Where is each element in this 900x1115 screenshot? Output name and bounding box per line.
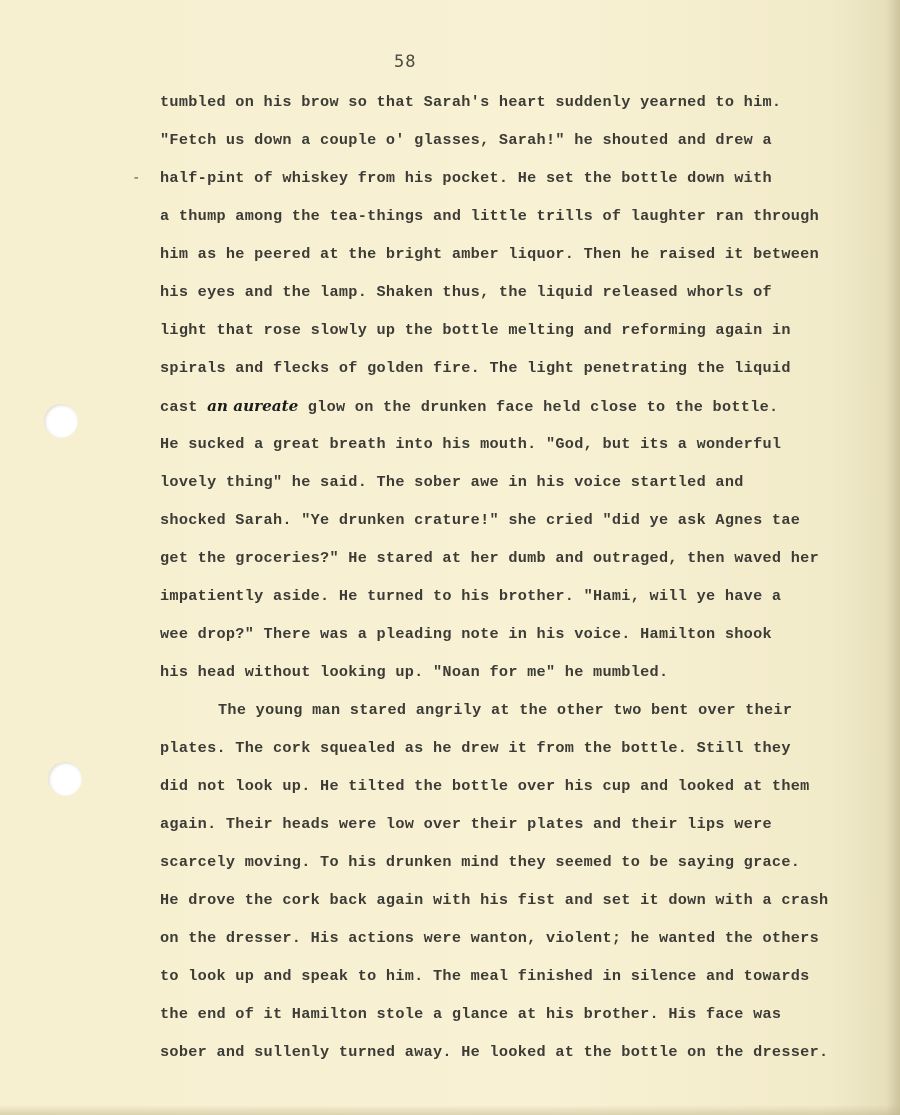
page-bottom-shadow bbox=[0, 1105, 900, 1115]
text-line: him as he peered at the bright amber liquor. Then he raised it between bbox=[160, 245, 819, 263]
text-line: He drove the cork back again with his fist and set it down with a crash bbox=[160, 891, 829, 909]
text-line: lovely thing" he said. The sober awe in his voice startled and bbox=[160, 473, 744, 491]
text-line: half-pint of whiskey from his pocket. He set the bottle down with bbox=[160, 169, 772, 187]
text-line: sober and sullenly turned away. He looked at the bottle on the dresser. bbox=[160, 1043, 829, 1061]
handwritten-insertion: an aureate bbox=[207, 397, 299, 415]
text-segment: cast bbox=[160, 398, 208, 416]
text-segment: glow on the drunken face held close to the bottle. bbox=[298, 398, 779, 416]
text-line: a thump among the tea-things and little trills of laughter ran through bbox=[160, 207, 819, 225]
text-line: spirals and flecks of golden fire. The light penetrating the liquid bbox=[160, 359, 791, 377]
text-line: He sucked a great breath into his mouth. "God, but its a wonderful bbox=[160, 435, 782, 453]
page-edge-shadow bbox=[886, 0, 900, 1115]
text-line: to look up and speak to him. The meal finished in silence and towards bbox=[160, 967, 810, 985]
text-line: on the dresser. His actions were wanton, violent; he wanted the others bbox=[160, 929, 819, 947]
text-line-indented: The young man stared angrily at the other two bent over their bbox=[218, 701, 793, 719]
text-line: again. Their heads were low over their plates and their lips were bbox=[160, 815, 772, 833]
text-line: tumbled on his brow so that Sarah's heart suddenly yearned to him. bbox=[160, 93, 782, 111]
text-line: his head without looking up. "Noan for me" he mumbled. bbox=[160, 663, 669, 681]
text-line: scarcely moving. To his drunken mind they seemed to be saying grace. bbox=[160, 853, 801, 871]
text-line: shocked Sarah. "Ye drunken crature!" she cried "did ye ask Agnes tae bbox=[160, 511, 801, 529]
text-line: light that rose slowly up the bottle melting and reforming again in bbox=[160, 321, 791, 339]
page-number: 58 bbox=[394, 52, 417, 72]
body-text bbox=[160, 88, 850, 1076]
text-line: his eyes and the lamp. Shaken thus, the liquid released whorls of bbox=[160, 283, 772, 301]
text-line-with-handwriting bbox=[160, 392, 850, 430]
text-line: get the groceries?" He stared at her dumb and outraged, then waved her bbox=[160, 549, 819, 567]
text-line: impatiently aside. He turned to his brother. "Hami, will ye have a bbox=[160, 587, 782, 605]
text-line: the end of it Hamilton stole a glance at his brother. His face was bbox=[160, 1005, 782, 1023]
text-line: plates. The cork squealed as he drew it from the bottle. Still they bbox=[160, 739, 791, 757]
text-line: wee drop?" There was a pleading note in his voice. Hamilton shook bbox=[160, 625, 772, 643]
punch-hole bbox=[48, 762, 82, 796]
margin-dash: - bbox=[132, 170, 141, 186]
punch-hole bbox=[44, 404, 78, 438]
text-line: did not look up. He tilted the bottle over his cup and looked at them bbox=[160, 777, 810, 795]
text-line: "Fetch us down a couple o' glasses, Sarah!" he shouted and drew a bbox=[160, 131, 772, 149]
